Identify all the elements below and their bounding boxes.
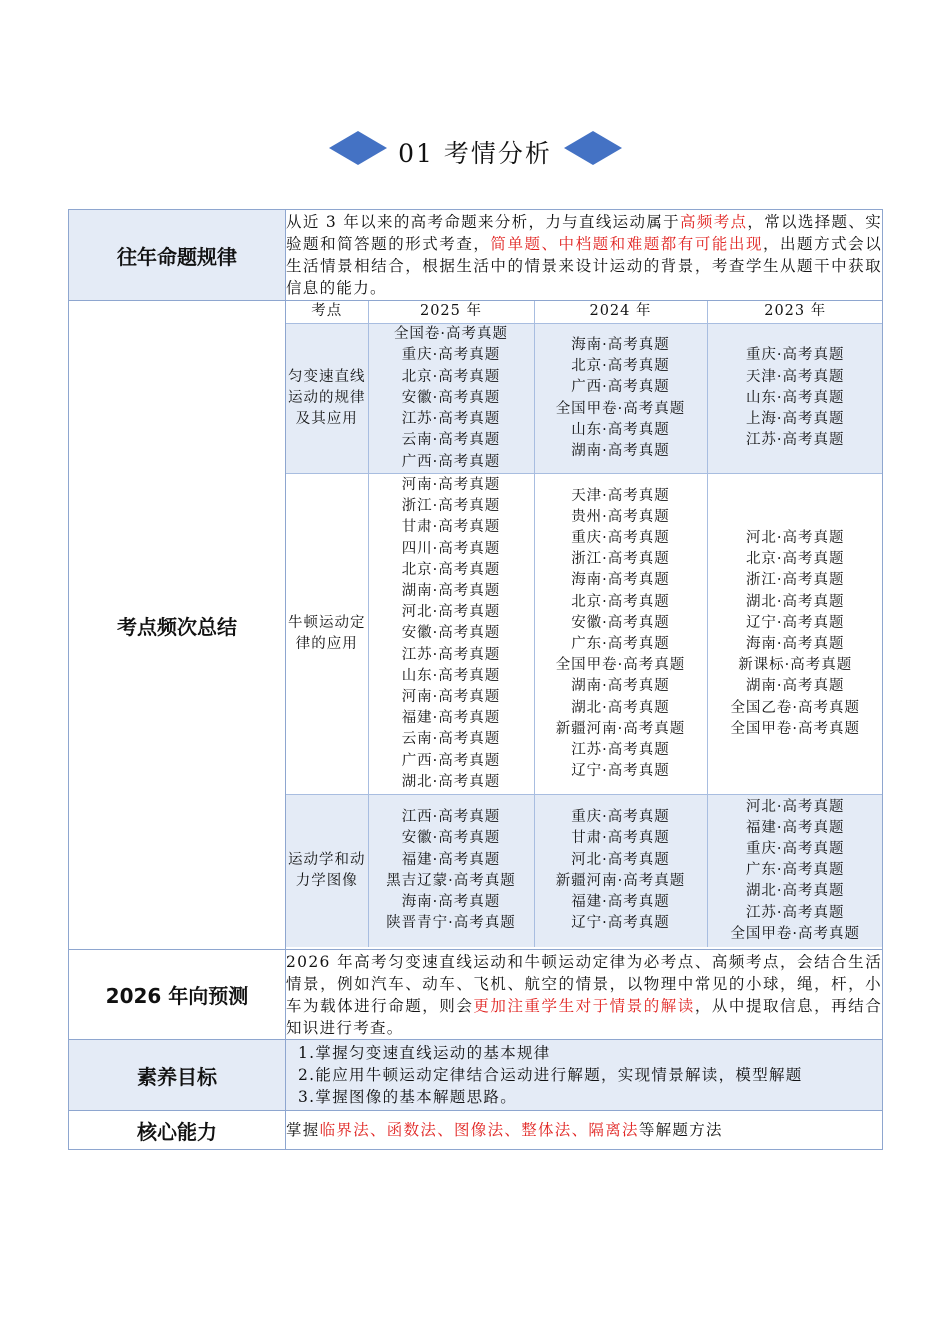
ability-row (69, 1111, 883, 1150)
forecast-label: 2026 年向预测 (69, 950, 286, 1040)
exam-source-item: 四川·高考真题 (401, 540, 501, 557)
exam-source-item: 天津·高考真题 (571, 487, 670, 504)
exam-source-item: 全国乙卷·高考真题 (730, 699, 861, 716)
rule-row (69, 210, 883, 301)
topic-cell: 牛顿运动定律的应用 (286, 474, 368, 795)
exam-source-item: 广东·高考真题 (745, 862, 845, 879)
page-title: 01 考情分析 (398, 139, 552, 168)
exam-source-item: 辽宁·高考真题 (571, 915, 670, 932)
list-2024 (534, 324, 707, 474)
analysis-table (68, 209, 883, 1150)
list-2025 (368, 795, 534, 947)
exam-source-item: 湖南·高考真题 (401, 582, 501, 599)
forecast-highlight: 更加注重学生对于情景的解读 (473, 996, 695, 1015)
exam-source-item: 湖北·高考真题 (745, 593, 845, 610)
list-2024 (534, 474, 707, 795)
freq-label: 考点频次总结 (69, 301, 286, 950)
exam-source-item: 海南·高考真题 (571, 336, 670, 353)
exam-source-item: 新疆河南·高考真题 (555, 720, 686, 737)
list-2023 (707, 474, 883, 795)
rule-text-part2: ，常以选择题、实验题和简答题的形式考查， (286, 213, 883, 253)
ability-highlight: 临界法、函数法、图像法、整体法、隔离法 (319, 1121, 639, 1139)
ability-label: 核心能力 (69, 1111, 286, 1150)
header-topic: 考点 (286, 301, 368, 324)
exam-source-item: 江苏·高考真题 (745, 904, 845, 921)
exam-source-item: 湖南·高考真题 (571, 678, 670, 695)
exam-source-item: 浙江·高考真题 (401, 498, 501, 515)
ability-text (286, 1111, 883, 1150)
exam-source-item: 河北·高考真题 (745, 529, 845, 546)
exam-source-item: 安徽·高考真题 (401, 625, 501, 642)
exam-source-item: 天津·高考真题 (745, 368, 845, 385)
goal-line: 1.掌握匀变速直线运动的基本规律 (298, 1044, 551, 1062)
goal-line: 3.掌握图像的基本解题思路。 (298, 1088, 517, 1106)
exam-source-item: 广西·高考真题 (401, 453, 501, 470)
exam-source-item: 湖北·高考真题 (571, 699, 670, 716)
exam-source-item: 福建·高考真题 (401, 710, 501, 727)
exam-source-item: 黑吉辽蒙·高考真题 (386, 872, 516, 889)
exam-source-item: 北京·高考真题 (745, 551, 845, 568)
ability-text-part1: 掌握 (286, 1121, 320, 1139)
topic-cell: 运动学和动力学图像 (286, 795, 368, 947)
goals-text (286, 1040, 883, 1111)
goals-label: 素养目标 (69, 1040, 286, 1111)
rule-highlight-1: 高频考点 (680, 213, 748, 231)
exam-source-item: 河北·高考真题 (401, 604, 501, 621)
exam-source-item: 湖北·高考真题 (745, 883, 845, 900)
exam-source-item: 全国甲卷·高考真题 (555, 400, 686, 417)
exam-source-item: 河北·高考真题 (745, 798, 845, 815)
exam-source-item: 新课标·高考真题 (738, 657, 853, 674)
exam-source-item: 河北·高考真题 (571, 851, 670, 868)
exam-source-item: 海南·高考真题 (745, 636, 845, 652)
rule-text-part1: 从近 3 年以来的高考命题来分析，力与直线运动属于 (286, 213, 681, 231)
rule-highlight-2: 简单题、中档题和难题都有可能出现 (490, 235, 763, 253)
exam-source-item: 安徽·高考真题 (401, 389, 501, 406)
exam-source-item: 广西·高考真题 (571, 379, 670, 396)
exam-source-item: 北京·高考真题 (571, 593, 670, 610)
exam-source-item: 福建·高考真题 (571, 893, 670, 910)
exam-source-item: 全国卷·高考真题 (393, 326, 509, 343)
exam-source-item: 云南·高考真题 (401, 731, 501, 748)
exam-source-item: 山东·高考真题 (401, 667, 501, 684)
exam-source-item: 北京·高考真题 (401, 368, 501, 385)
exam-source-item: 江苏·高考真题 (745, 432, 845, 449)
exam-source-item: 江苏·高考真题 (401, 646, 501, 663)
exam-source-item: 福建·高考真题 (401, 851, 501, 868)
freq-group-row (286, 474, 883, 795)
forecast-text (286, 950, 883, 1040)
exam-source-item: 重庆·高考真题 (401, 347, 501, 364)
exam-source-item: 北京·高考真题 (401, 561, 501, 578)
rule-label: 往年命题规律 (69, 210, 286, 301)
goals-row (69, 1040, 883, 1111)
list-2023 (707, 795, 883, 947)
section-title (0, 126, 950, 172)
exam-source-item: 湖北·高考真题 (401, 773, 501, 790)
exam-source-item: 海南·高考真题 (571, 572, 670, 589)
exam-source-item: 安徽·高考真题 (571, 614, 670, 631)
exam-source-item: 广西·高考真题 (401, 752, 501, 769)
forecast-text-part1: 2026 年高考匀变速直线运动和牛顿运动定律为必考点、高频考点，会结合生活情景，例如汽车、动车、飞机、航空的情景，以物理中常见的小球，绳，杆，小车为载体进行命题，则会 (286, 952, 882, 1015)
list-2025 (368, 474, 534, 795)
freq-group-row (286, 795, 883, 947)
exam-source-item: 上海·高考真题 (745, 411, 845, 428)
exam-source-item: 陕晋青宁·高考真题 (386, 915, 516, 932)
exam-source-item: 海南·高考真题 (401, 893, 501, 910)
exam-source-item: 重庆·高考真题 (571, 809, 670, 826)
exam-source-item: 湖南·高考真题 (571, 442, 670, 459)
exam-source-item: 全国甲卷·高考真题 (555, 657, 686, 674)
exam-source-item: 甘肃·高考真题 (571, 830, 670, 847)
ability-text-part2: 等解题方法 (638, 1121, 723, 1139)
exam-source-item: 江苏·高考真题 (401, 411, 501, 428)
exam-source-item: 湖南·高考真题 (745, 678, 845, 695)
exam-source-item: 全国甲卷·高考真题 (730, 720, 861, 737)
exam-source-item: 辽宁·高考真题 (745, 614, 845, 631)
freq-row (69, 301, 883, 950)
exam-source-item: 重庆·高考真题 (745, 840, 845, 857)
list-2023 (707, 324, 883, 474)
header-2023: 2023 年 (707, 301, 883, 324)
header-2024: 2024 年 (534, 301, 707, 324)
forecast-row (69, 950, 883, 1040)
exam-source-item: 浙江·高考真题 (571, 551, 670, 568)
forecast-text-part2: ，从中提取信息，再结合知识进行考查。 (286, 996, 882, 1037)
list-2024 (534, 795, 707, 947)
rule-text (286, 210, 883, 301)
freq-cell (286, 301, 883, 950)
header-2025: 2025 年 (368, 301, 534, 324)
freq-header-row (286, 301, 883, 324)
exam-source-item: 重庆·高考真题 (745, 347, 845, 364)
exam-source-item: 山东·高考真题 (571, 421, 670, 438)
exam-source-item: 福建·高考真题 (745, 819, 845, 836)
rule-text-part3: ，出题方式会以生活情景相结合，根据生活中的情景来设计运动的背景，考查学生从题干中获取信息的能力。 (286, 235, 882, 297)
exam-source-item: 山东·高考真题 (745, 389, 845, 406)
exam-source-item: 贵州·高考真题 (571, 508, 670, 525)
exam-source-item: 云南·高考真题 (401, 432, 501, 449)
freq-group-row (286, 324, 883, 474)
exam-source-item: 辽宁·高考真题 (571, 763, 670, 780)
exam-source-item: 北京·高考真题 (571, 358, 670, 375)
exam-source-item: 河南·高考真题 (401, 689, 501, 705)
exam-source-item: 新疆河南·高考真题 (555, 872, 686, 889)
exam-source-item: 广东·高考真题 (571, 636, 670, 652)
diamond-icon-right (563, 130, 623, 166)
topic-cell: 匀变速直线运动的规律及其应用 (286, 324, 368, 474)
exam-source-item: 浙江·高考真题 (745, 572, 845, 589)
exam-source-item: 江苏·高考真题 (571, 742, 670, 759)
exam-source-item: 安徽·高考真题 (401, 830, 501, 847)
exam-source-item: 甘肃·高考真题 (401, 519, 501, 536)
goal-line: 2.能应用牛顿运动定律结合运动进行解题，实现情景解读，模型解题 (298, 1066, 803, 1084)
list-2025 (368, 324, 534, 474)
exam-source-item: 全国甲卷·高考真题 (730, 925, 861, 942)
freq-inner-table (286, 301, 883, 947)
exam-source-item: 重庆·高考真题 (571, 529, 670, 546)
exam-source-item: 江西·高考真题 (401, 809, 501, 826)
exam-source-item: 河南·高考真题 (401, 476, 501, 493)
